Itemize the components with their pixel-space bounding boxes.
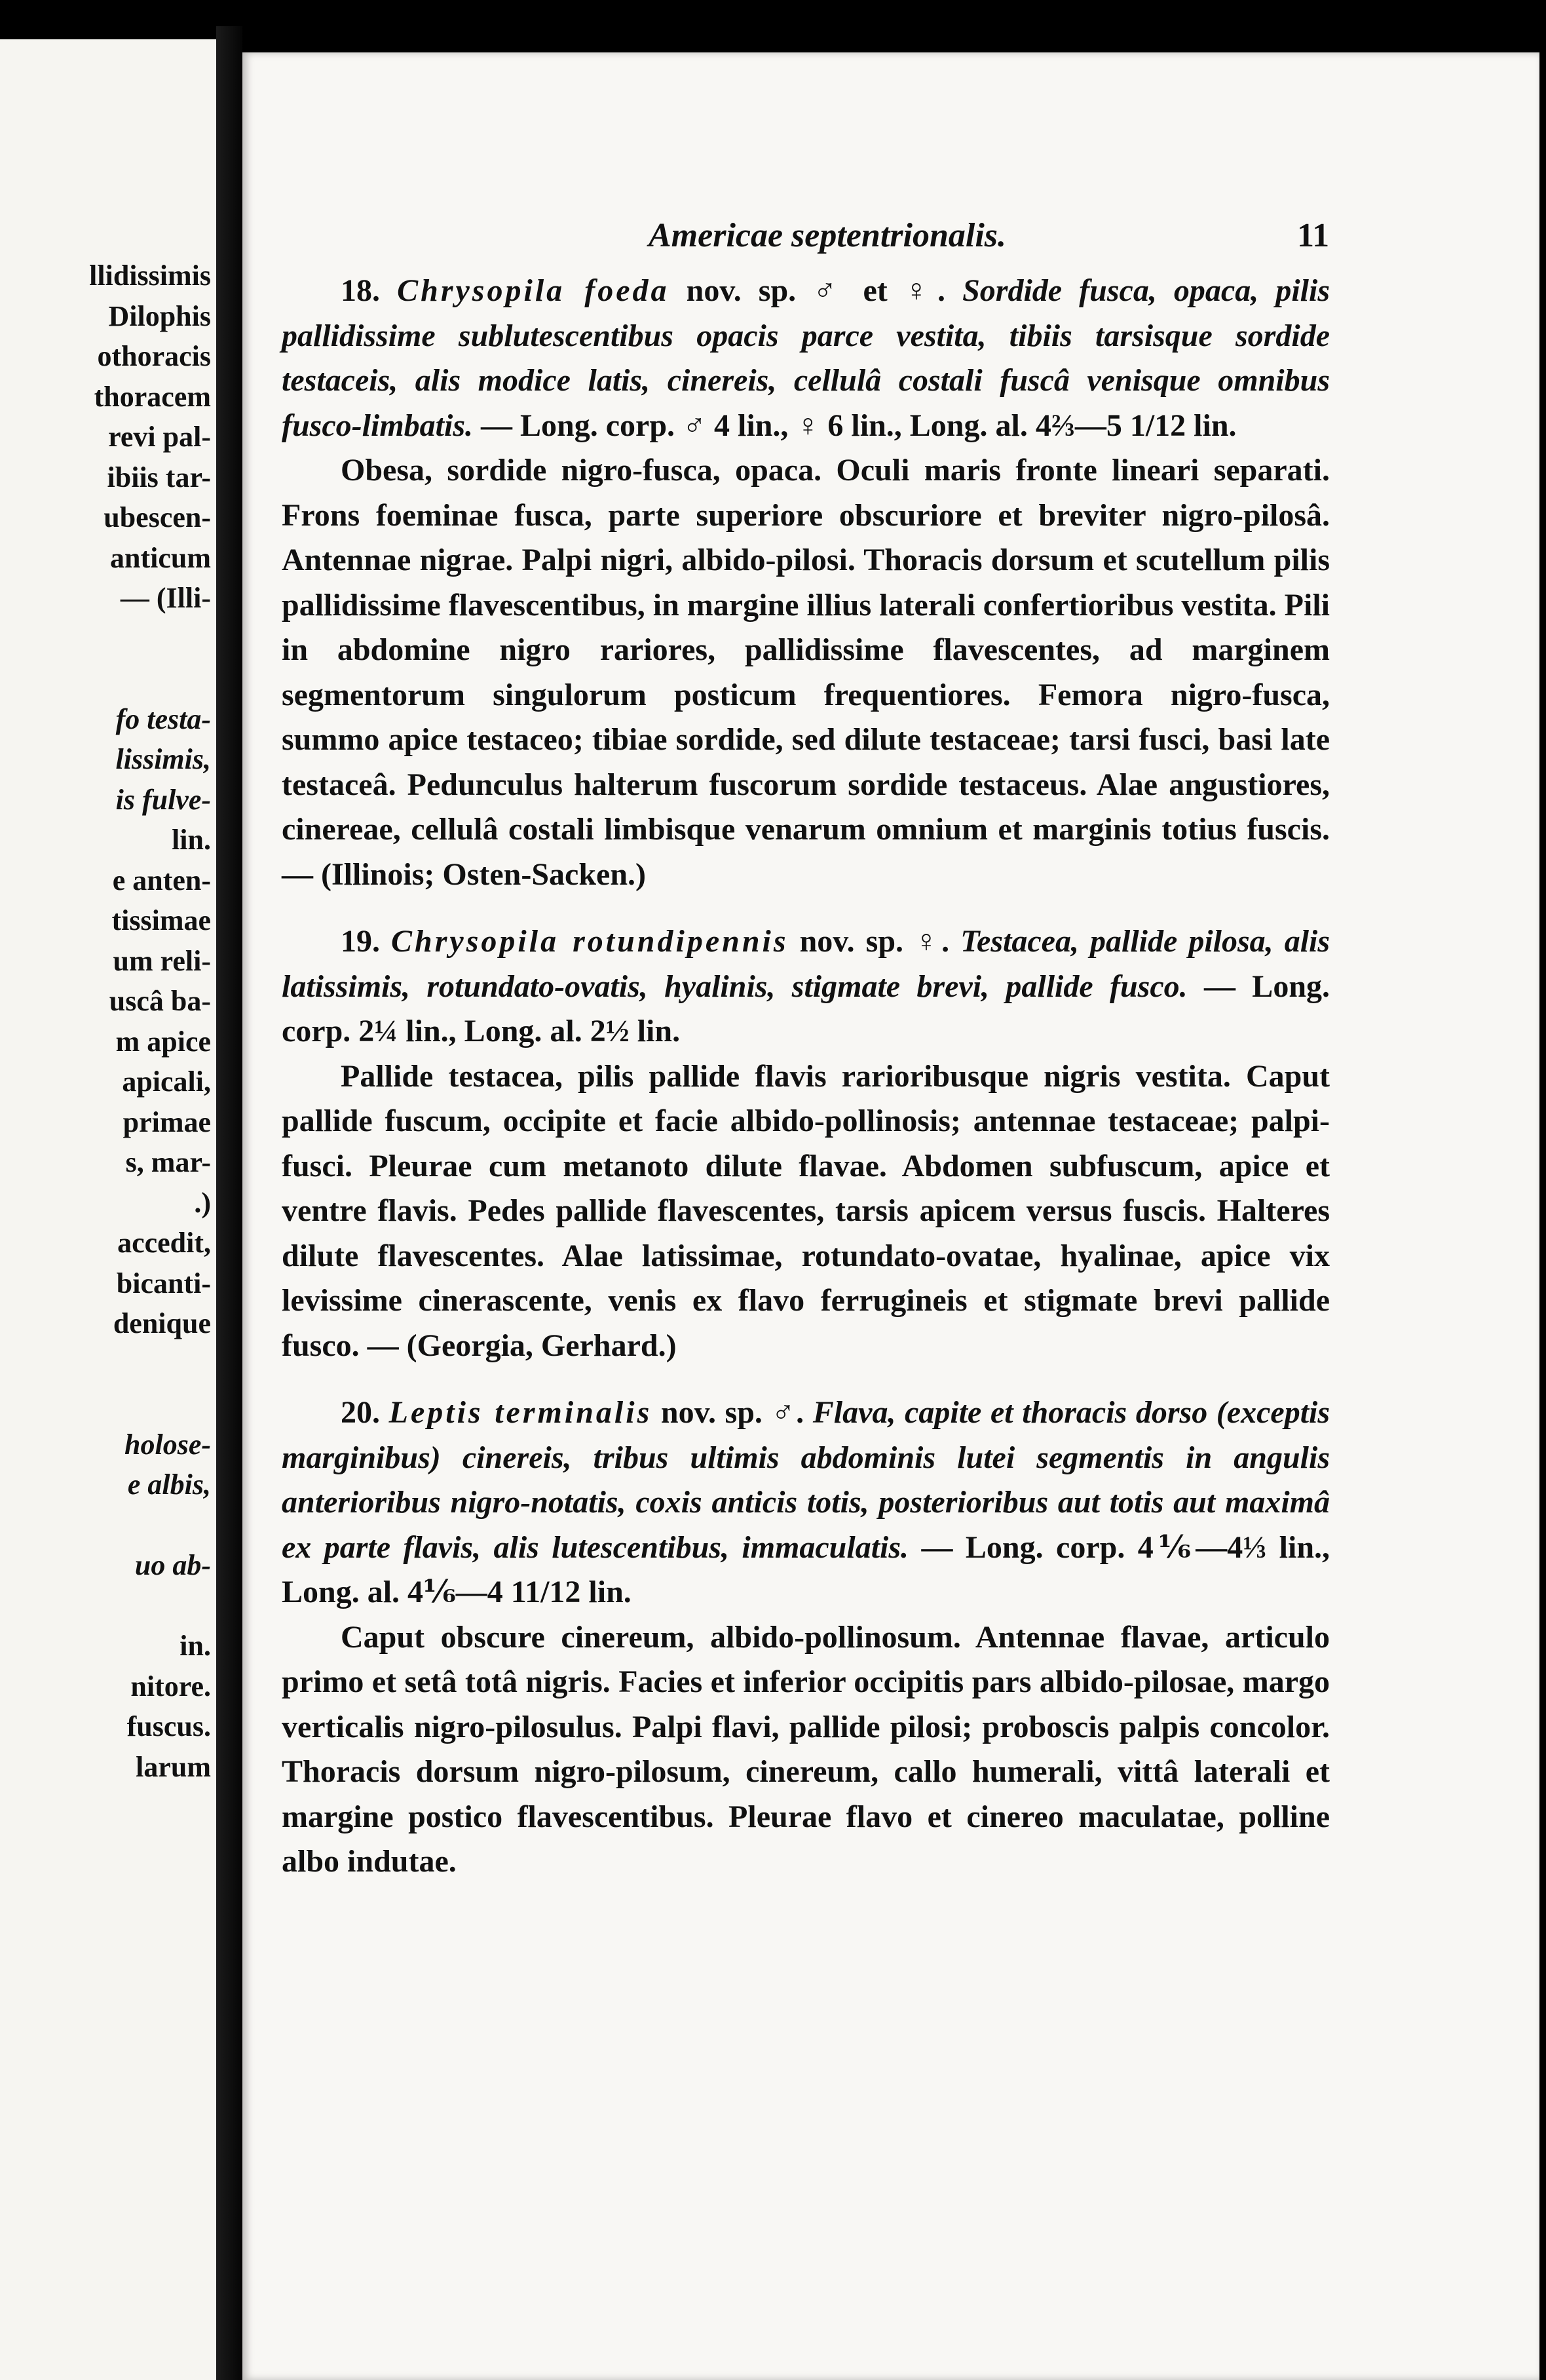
species-name: Chrysopila rotundipennis	[391, 924, 789, 959]
book-page	[242, 52, 1539, 2380]
facing-page-line: fuscus.	[126, 1710, 211, 1742]
page-body	[282, 269, 1330, 1885]
facing-page-line: tissimae	[111, 904, 211, 936]
facing-page-line: s, mar-	[125, 1146, 211, 1178]
running-title: Americae septentrionalis.	[649, 217, 1006, 254]
facing-page-line: accedit,	[117, 1227, 211, 1259]
facing-page-line	[0, 619, 211, 659]
running-head	[242, 216, 1539, 262]
species-description: Obesa, sordide nigro-fusca, opaca. Oculi maris fronte lineari separati. Frons foeminae fusca, parte superiore obscuriore et breviter nigro-pilosâ. Antennae nigrae. Palpi nigri, albido-pilosi. Thoracis dorsum et scutellum pilis pallidissime flavescentibus, in margine illius laterali confertioribus vestita. Pili in abdomine nigro rariores, pallidissime flavescentes, ad marginem segmentorum singulorum posticum frequentiores. Femora nigro-fusca, summo apice testaceo; tibiae sordide, sed dilute testaceae; tarsi fusci, basi late testaceâ. Pedunculus halterum fuscorum sordide testaceus. Alae angustiores, cinereae, cellulâ costali limbisque venarum omnium et marginis totius fuscis. — (Illinois; Osten-Sacken.)	[282, 453, 1330, 892]
facing-page-line: .)	[194, 1186, 211, 1219]
facing-page-line: e anten-	[112, 864, 211, 896]
species-header-paragraph	[282, 269, 1330, 448]
species-number: 19.	[341, 924, 380, 959]
facing-page-line: um reli-	[113, 944, 211, 977]
facing-page-line: denique	[113, 1307, 211, 1339]
facing-page-line: apicali,	[122, 1065, 211, 1098]
facing-page-line: llidissimis	[89, 259, 211, 292]
species-entry	[282, 269, 1330, 897]
facing-page-line: othoracis	[97, 340, 211, 372]
species-measurements: — Long. corp. 4⅙—4⅓ lin., Long. al. 4⅙—4 11/12 lin.	[282, 1529, 1330, 1609]
species-entry	[282, 919, 1330, 1368]
facing-page-line: larum	[136, 1750, 211, 1783]
facing-page-line: bicanti-	[116, 1267, 211, 1299]
facing-page-line	[0, 659, 211, 699]
facing-page-line: ubescen-	[104, 501, 211, 533]
facing-page-line	[0, 1344, 211, 1385]
facing-page-line: holose-	[124, 1428, 211, 1461]
facing-page-line: in.	[179, 1630, 211, 1662]
facing-page-line: nitore.	[130, 1670, 211, 1702]
facing-page-line: is fulve-	[115, 783, 211, 816]
facing-page-line: revi pal-	[108, 421, 211, 453]
facing-page-line: e albis,	[127, 1468, 211, 1501]
facing-page-line: — (Illi-	[120, 582, 211, 614]
facing-page-line: uscâ ba-	[109, 985, 211, 1017]
facing-page-line: thoracem	[94, 380, 211, 413]
species-number: 20.	[341, 1395, 380, 1430]
facing-page-line: m apice	[115, 1025, 211, 1058]
species-status: nov. sp. ♀.	[799, 924, 950, 959]
species-header-paragraph	[282, 1391, 1330, 1615]
species-name: Chrysopila foeda	[397, 273, 669, 308]
species-measurements: — Long. corp. ♂ 4 lin., ♀ 6 lin., Long. al. 4⅔—5 1/12 lin.	[481, 408, 1237, 443]
facing-page	[0, 39, 216, 2380]
facing-page-line	[0, 1384, 211, 1425]
species-header-paragraph	[282, 919, 1330, 1054]
page-number: 11	[1297, 217, 1330, 254]
facing-page-line: ibiis tar-	[107, 461, 211, 493]
species-description: Pallide testacea, pilis pallide flavis rarioribusque nigris vestita. Caput pallide fuscum, occipite et facie albido-pollinosis; antennae testaceae; palpi-fusci. Pleurae cum metanoto dilute flavae. Abdomen subfuscum, apice et ventre flavis. Pedes pallide flavescentes, tarsis apicem versus fuscis. Halteres dilute flavescentes. Alae latissimae, rotundato-ovatae, hyalinae, apice vix levissime cinerascente, venis ex flavo ferrugineis et stigmate brevi pallide fusco. — (Georgia, Gerhard.)	[282, 1058, 1330, 1363]
species-status: nov. sp. ♂ et ♀.	[686, 273, 945, 308]
species-measurements: — Long. corp. 2¼ lin., Long. al. 2½ lin.	[282, 969, 1330, 1048]
species-diagnosis: Sordide fusca, opaca, pilis pallidissime sublutescentibus opacis parce vestita, tibiis tarsisque sordide testaceis, alis modice latis, cinereis, cellulâ costali fuscâ venisque omnibus fusco-limbatis.	[282, 273, 1330, 443]
facing-page-line: Dilophis	[108, 299, 211, 332]
species-description: Caput obscure cinereum, albido-pollinosum. Antennae flavae, articulo primo et setâ totâ nigris. Facies et inferior occipitis pars albido-pilosae, margo verticalis nigro-pilosulus. Palpi flavi, pallide pilosi; proboscis palpis concolor. Thoracis dorsum nigro-pilosum, cinereum, callo humerali, vittâ laterali et margine postico flavescentibus. Pleurae flavo et cinereo maculatae, polline albo indutae.	[282, 1619, 1330, 1879]
species-diagnosis: Flava, capite et thoracis dorso (exceptis marginibus) cinereis, tribus ultimis abdominis lutei segmentis in angulis anterioribus nigro-notatis, coxis anticis totis, posterioribus aut totis aut maximâ ex parte flavis, alis lutescentibus, immaculatis.	[282, 1395, 1330, 1565]
facing-page-line	[0, 1505, 211, 1546]
species-number: 18.	[341, 273, 380, 308]
facing-page-line: lin.	[172, 824, 211, 856]
species-entry	[282, 1391, 1330, 1885]
facing-page-line	[0, 1586, 211, 1626]
species-name: Leptis terminalis	[388, 1395, 652, 1430]
book-gutter	[216, 26, 242, 2380]
facing-page-line: primae	[123, 1105, 211, 1138]
species-status: nov. sp. ♂.	[660, 1395, 804, 1430]
facing-page-line: uo ab-	[134, 1549, 211, 1581]
species-diagnosis: Testacea, pallide pilosa, alis latissimis, rotundato-ovatis, hyalinis, stigmate brevi, pallide fusco.	[282, 924, 1330, 1004]
facing-page-line: anticum	[110, 541, 211, 574]
facing-page-line: lissimis,	[115, 743, 211, 775]
facing-page-text	[0, 256, 211, 1787]
facing-page-line: fo testa-	[115, 702, 211, 735]
